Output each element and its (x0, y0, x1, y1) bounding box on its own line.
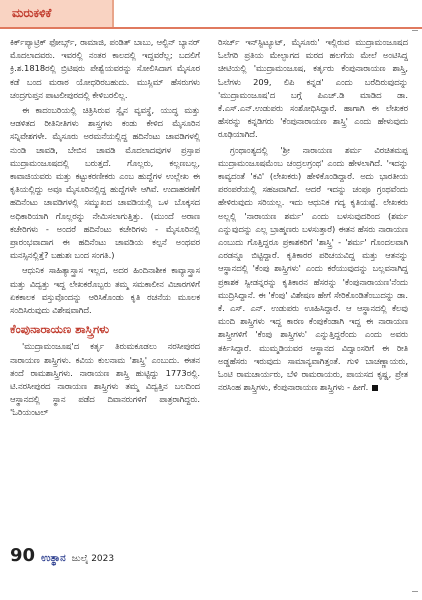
end-of-article-mark (372, 385, 378, 391)
crop-mark-top (412, 30, 418, 37)
section-header-tab (0, 0, 114, 27)
header-rule (0, 27, 422, 29)
crop-mark-bottom (412, 585, 418, 592)
paragraph: ಈ ಕಾದಂಬರಿಯಲ್ಲಿ ಚಿತ್ರಿಸಿರುವ ಸ್ವೈನ ವ್ಯವಸ್ಥೆ, ಯುದ್ಧ ಮತ್ತು ಆಡಳಿತದ ರೀತಿನೀತಿಗಳು ಶಾಸ್ತ್ರಗಳು ಕಂಡು ಕೇಳಿದ ಮೈಸೂರಿನ ಸನ್ನಿವೇಶಗಳೇ. ಮೈಸೂರು ಅರಮನೆಯಲ್ಲಿದ್ದ ಹದಿನೆಂಟು ಚಾವಡಿಗಳಲ್ಲಿ ನುಂಡಿ ಚಾವಡಿ, ಬೇಬಿನ ಚಾವಡಿ ಮೊದಲಾದವುಗಳ ಪ್ರಸ್ತಾಪ ಮುದ್ರಾಮಂಜೂಷದಲ್ಲಿ ಬರುತ್ತದೆ. ಗೊಲ್ಲರು, ಕಲ್ಲಣಬಲ್ಲ, ಕಾವಾಜಿಯವರು ಮತ್ತು ಕಟ್ಟುಕರಣೀಕರು ಎಂಬ ಹುದ್ದೆಗಳ ಉಲ್ಲೇಖ ಈ ಕೃತಿಯಲ್ಲಿದ್ದು ಅವೂ ಮೈಸೂರಿನಲ್ಲಿದ್ದ ಹುದ್ದೆಗಳೇ ಆಗಿವೆ. ಉದಾಹರಣೆಗೆ ಹದಿನೆಂಟು ಚಾವಡಿಗಳಲ್ಲಿ ಸಮ್ಮುಖದ ಚಾವಡಿಯಲ್ಲಿ ಒಳ ಬೊಕ್ಕಸದ ಅಧಿಕಾರಿಯಾಗಿ ಗೊಲ್ಲರನ್ನು ನೇಮಿಸಲಾಗುತ್ತಿತ್ತು. (ಮುಂದೆ ಅರಾಣ ಕಚೇರಿಗಳು - ಅಂದರೆ ಹದಿನೆಂಟು ಕಚೇರಿಗಳು - ಮೈಸೂರಿನಲ್ಲಿ ಪ್ರಾರಂಭವಾದಾಗ ಈ ಹದಿನೆಂಟು ಚಾವಡಿಯ ಕಲ್ಪನೆ ಅಂಥವರ ಮನಸ್ಸಿನಲ್ಲಿತ್ತೆ? ಬಹುಶಃ ಬಂದ ಸಂಗತಿ.) (10, 105, 200, 261)
magazine-logo: ಉತ್ಥಾನ (41, 553, 66, 564)
paragraph: 'ಮುದ್ರಾಮಂಜೂಷ'ದ ಕರ್ತೃ ತಿರುಮಕೂಡಲು ನರಸೀಪುರದ ನಾರಾಯಣ ಶಾಸ್ತ್ರಿಗಳು. ಕವಿಯ ಕುಲನಾಮ 'ಶಾಸ್ತ್ರಿ' ಎಂಬುದು. ಈತನ ತಂದೆ ರಾಮಶಾಸ್ತ್ರಿಗಳು. ನಾರಾಯಣ ಶಾಸ್ತ್ರಿ ಹುಟ್ಟಿದ್ದು 1773ರಲ್ಲಿ. ಟಿ.ನರಸೀಪುರದ ನಾರಾಯಣ ಶಾಸ್ತ್ರಿಗಳು ತಮ್ಮ ವಿದ್ವತ್ತಿನ ಬಲದಿಂದ ಆಸ್ಥಾನದಲ್ಲಿ ಸ್ಥಾನ ಪಡೆದ ದಿವಾನರುಗಳಿಗೆ ಪಾತ್ರರಾಗಿದ್ದರು. 'ಓರಿಯಂಟಲ್ (10, 341, 200, 418)
paragraph-text: ಗ್ರಂಥಾಂತ್ಯದಲ್ಲಿ 'ಶ್ರೀ ನಾರಾಯಣ ಶರ್ಮ ವಿರಚಿತಮಪ್ಪ ಮುದ್ರಾಮಂಜೂಷಮೆಂಬ ಚಂದ್ರಲಗ್ರಂಥ' ಎಂದು ಹೇಳಲಾಗಿದೆ. 'ಇದನ್ನು ಕಾವ್ಯದಂತೆ 'ಕವಿ' (ಲೇಖಕರು) ಹೇಳಿಕೊಂಡಿದ್ದಾರೆ. ಅದು ಭಾರತೀಯ ಪರಂಪರೆಯಲ್ಲಿ ಸಹಜವಾಗಿದೆ. ಆದರೆ ಇದನ್ನು ಚಂಪೂ ಗ್ರಂಥವೆಂದು ಹೇಳಿರುವುದು ಸರಿಯಲ್ಲ. ಇದು ಆಧುನಿಕ ಗದ್ಯ ಕೃತಿಯಷ್ಟೆ. ಲೇಖಕರು ಅಲ್ಲಲ್ಲಿ 'ನಾರಾಯಣ ಶರ್ಮ' ಎಂದು ಬಳಸುವುದರಿಂದ (ಶರ್ಮ ಎನ್ನುವುದನ್ನು ಎಲ್ಲ ಬ್ರಾಹ್ಮಣರು ಬಳಸುತ್ತಾರೆ) ಈತನ ಹೆಸರು ನಾರಾಯಣ ಎಂಬುದು ಗೊತ್ತಿದ್ದರೂ ಪ್ರಕಾಶಕರಿಗೆ 'ಶಾಸ್ತ್ರಿ' - 'ಶರ್ಮ' ಗೊಂದಲವಾಗಿ ಎರಡನ್ನೂ ಬಿಟ್ಟಿದ್ದಾರೆ. ಕೃತಿಕಾರರ ಪರಿಚಯವಿದ್ದ ಮತ್ತು ಆತನನ್ನು ಆಸ್ಥಾನದಲ್ಲಿ 'ಕೆಂಪು ಶಾಸ್ತ್ರಿಗಳು' ಎಂದು ಕರೆಯುವುದನ್ನು ಬಲ್ಲವನಾಗಿದ್ದ ಪ್ರಕಾಶಕ ಸ್ವೀಡನ್ನರನ್ನು ಕೃತಿಕಾರನ ಹೆಸರನ್ನು 'ಕೆಂಪುನಾರಾಯಣ'ನೆಂದು ಮುದ್ರಿಸಿದ್ದಾನೆ. ಈ 'ಕೆಂಪು' ವಿಶೇಷಣ ಹೇಗೆ ಸೇರಿಕೊಂಡಿತೆಂಬುದನ್ನು ಡಾ. ಕೆ. ಎಸ್. ಎನ್. ಉಡುಪರು ಊಹಿಸಿದ್ದಾರೆ. ಆ ಆಸ್ಥಾನದಲ್ಲಿ ಕೆಲವು ಮಂದಿ ಶಾಸ್ತ್ರಿಗಳು ಇದ್ದ ಕಾರಣ ಕೆಂಪುಕೆಂಡಾಗಿ ಇದ್ದ ಈ ನಾರಾಯಣ ಶಾಸ್ತ್ರೀಗಳಿಗೆ 'ಕೆಂಪು ಶಾಸ್ತ್ರಿಗಳು' ಎನ್ನುತ್ತಿದ್ದರೆಂದು ಎಂದು ಅವರು ತರ್ಕಿಸಿದ್ದಾರೆ. ಮುಮ್ಮಡಿಯವರ ಆಸ್ಥಾನದ ವಿದ್ವಾಂಸರಿಗೆ ಈ ರೀತಿ ಅಡ್ಡಹೆಸರು ಇರುವುದು ಸಾಮಾನ್ಯವಾಗಿತ್ತಂತೆ. ಗುಳಿ ಬಾಚಣ್ಣಾಯರು, ಓಂಟಿ ರಾಮಚಾರ್ಯರು, ಬೆಳಿ ರಾಮರಾಯರು, ಪಾಯಸದ ಕೃಷ್ಣ, ಪ್ರೇತ ನರಸಿಂಹ ಶಾಸ್ತ್ರಿಗಳು, ಕೆಂಪುನಾರಾಯಣ ಶಾಸ್ತ್ರಿಗಳು - ಹೀಗೆ. (218, 144, 408, 393)
page-footer (10, 545, 114, 567)
paragraph: ಕಿರ್ಕ್‌ಪ್ಯಾಟ್ರಿಕ್ ಫೋರ್ಬ್ಸ್, ರಾಮಾಜಿ, ಪಂಡಿತ್ ಬಾಬು, ಆಲ್ಬಿನ್ ಬ್ಯಾನರ್ ಮೊದಲಾದವರು. ಇವರಲ್ಲಿ ನಂತರ ಕಾಲದಲ್ಲಿ ಇದ್ದವರೆಲ್ಲ; ಬದಲಿಗೆ ಕ್ರಿ.ಶ.1818ರಲ್ಲಿ ಬ್ರಿಟಿಷರು ಪೇಶ್ವೆಯವರನ್ನು ಸೋಲಿಸಿದಾಗ ಮೈಸೂರ ಕಡೆ ಬಂದ ಮರಾಠ ಯೋಧರಿರಬಹುದು. ಮುಸ್ಲಿಮ್ ಹೆಸರುಗಳು ಚಂದ್ರಗುಪ್ತನ ಪಾಟಲೀಪುರದಲ್ಲಿ ಕೇಳಿಬರಲಿಲ್ಲ. (10, 37, 200, 100)
section-heading: ಕೆಂಪುನಾರಾಯಣ ಶಾಸ್ತ್ರಿಗಳು (10, 322, 110, 337)
issue-date: ಜುಲೈ 2023 (71, 554, 115, 564)
section-title: ಮರುಕಳಿಕೆ (12, 6, 52, 20)
right-column (218, 36, 408, 534)
paragraph: ಆಧುನಿಕ ಸಾಹಿತ್ಯಾಸ್ತ್ರಾಸ ಇಲ್ಲದ, ಅದರ ಹಿಂದಿನಾಶೀಕ ಕಾವ್ಯಾಸ್ತ್ರಾಸ ಮತ್ತು ವಿದ್ವತ್ತು ಇದ್ದ ಲೇಖಕರೊಬ್ಬರು ತಮ್ಮ ಸಮಕಾಲೀನ ವಿಚಾರಗಳಿಗೆ ಏಕಕಾಲಕ ವಸ್ತುವೊಂದನ್ನು ಆರಿಸಿಕೊಂಡು ಕೃತಿ ರಚನೆಯ ಮೂಲಕ ಸಂದಿಸಿರುವುದು ವಿಶೇಷವಾಗಿದೆ. (10, 265, 200, 316)
paragraph: ರಿಸರ್ಚ್ ಇನ್‌ಸ್ಟಿಟ್ಯೂಟ್, ಮೈಸೂರು' ಇಲ್ಲಿರುವ ಮುದ್ರಾಮಂಜೂಷದ ಓಲೆಗರಿ ಪ್ರತಿಯ ಮೇಲ್ಭಾಗದ ಮರದ ಹಲಗೆಯ ಮೇಲೆ ಅಂಟಿಸಿದ್ದ ಚೀಟಿಯಲ್ಲಿ 'ಮುದ್ರಾಮಂಜೂಷ, ಕರ್ತೃರು ಕೆಂಪುನಾರಾಯಣ ಶಾಸ್ತ್ರಿ, ಓಲೆಗಳು 209, ಲಿಪಿ ಕನ್ನಡ' ಎಂದು ಬರೆದಿರುವುದನ್ನು 'ಮುದ್ರಾಮಂಜೂಷ'ದ ಬಗ್ಗೆ ಪಿಎಚ್.ಡಿ ಮಾಡಿದ ಡಾ. ಕೆ.ಎಸ್.ಎನ್.ಉಡುಪರು ಸಂಶೋಧಿಸಿದ್ದಾರೆ. ಹಾಗಾಗಿ ಈ ಲೇಖಕರ ಹೆಸರನ್ನು ಕನ್ನಡಿಗರು 'ಕೆಂಪುನಾರಾಯಣ ಶಾಸ್ತ್ರಿ' ಎಂದು ಹೇಳುವುದು ರೂಢಿಯಾಗಿದೆ. (218, 37, 408, 140)
paragraph (218, 144, 408, 395)
left-column (10, 36, 200, 534)
page-number: 90 (10, 545, 36, 566)
